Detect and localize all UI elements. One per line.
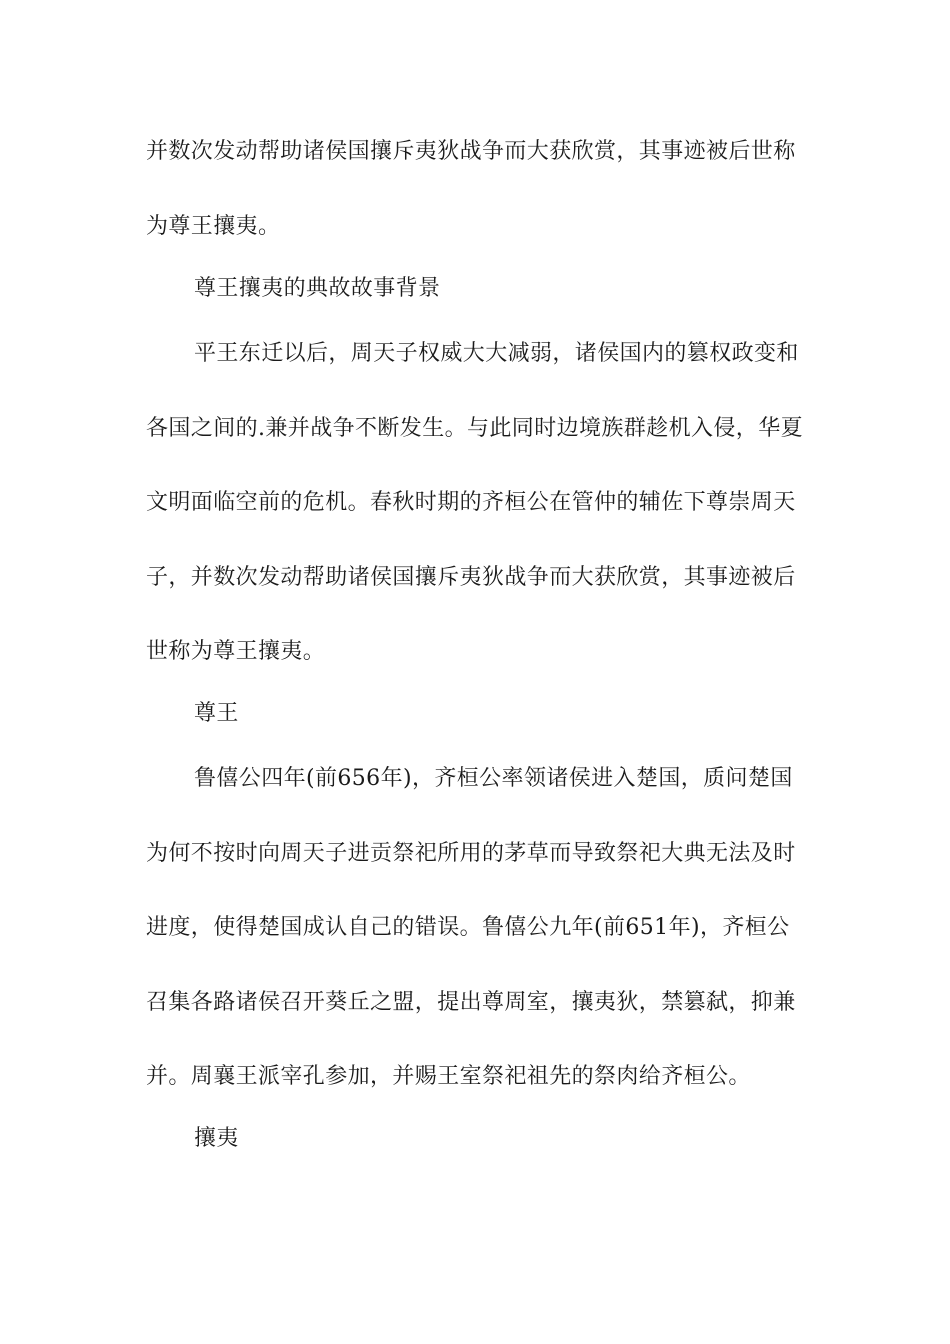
paragraph-line: 文明面临空前的危机。春秋时期的齐桓公在管仲的辅佐下尊崇周天 xyxy=(146,490,796,515)
paragraph-line: 并数次发动帮助诸侯国攘斥夷狄战争而大获欣赏，其事迹被后世称 xyxy=(146,139,796,164)
paragraph-line: 为何不按时向周天子进贡祭祀所用的茅草而导致祭祀大典无法及时 xyxy=(146,841,796,866)
paragraph-line: 进度，使得楚国成认自己的错误。鲁僖公九年(前651年)，齐桓公 xyxy=(146,915,790,940)
paragraph-line: 鲁僖公四年(前656年)，齐桓公率领诸侯进入楚国，质问楚国 xyxy=(194,766,793,791)
paragraph-line: 平王东迁以后，周天子权威大大减弱，诸侯国内的篡权政变和 xyxy=(194,341,799,366)
paragraph-line: 为尊王攘夷。 xyxy=(146,214,281,239)
paragraph-line: 世称为尊王攘夷。 xyxy=(146,639,326,664)
paragraph-line: 并。周襄王派宰孔参加，并赐王室祭祀祖先的祭肉给齐桓公。 xyxy=(146,1064,751,1089)
paragraph-line: 各国之间的.兼并战争不断发生。与此同时边境族群趁机入侵，华夏 xyxy=(146,416,803,441)
section-heading: 攘夷 xyxy=(194,1126,239,1151)
section-heading: 尊王攘夷的典故故事背景 xyxy=(194,276,441,301)
paragraph-line: 召集各路诸侯召开葵丘之盟，提出尊周室，攘夷狄，禁篡弑，抑兼 xyxy=(146,990,796,1015)
section-heading: 尊王 xyxy=(194,701,239,726)
paragraph-line: 子，并数次发动帮助诸侯国攘斥夷狄战争而大获欣赏，其事迹被后 xyxy=(146,565,796,590)
